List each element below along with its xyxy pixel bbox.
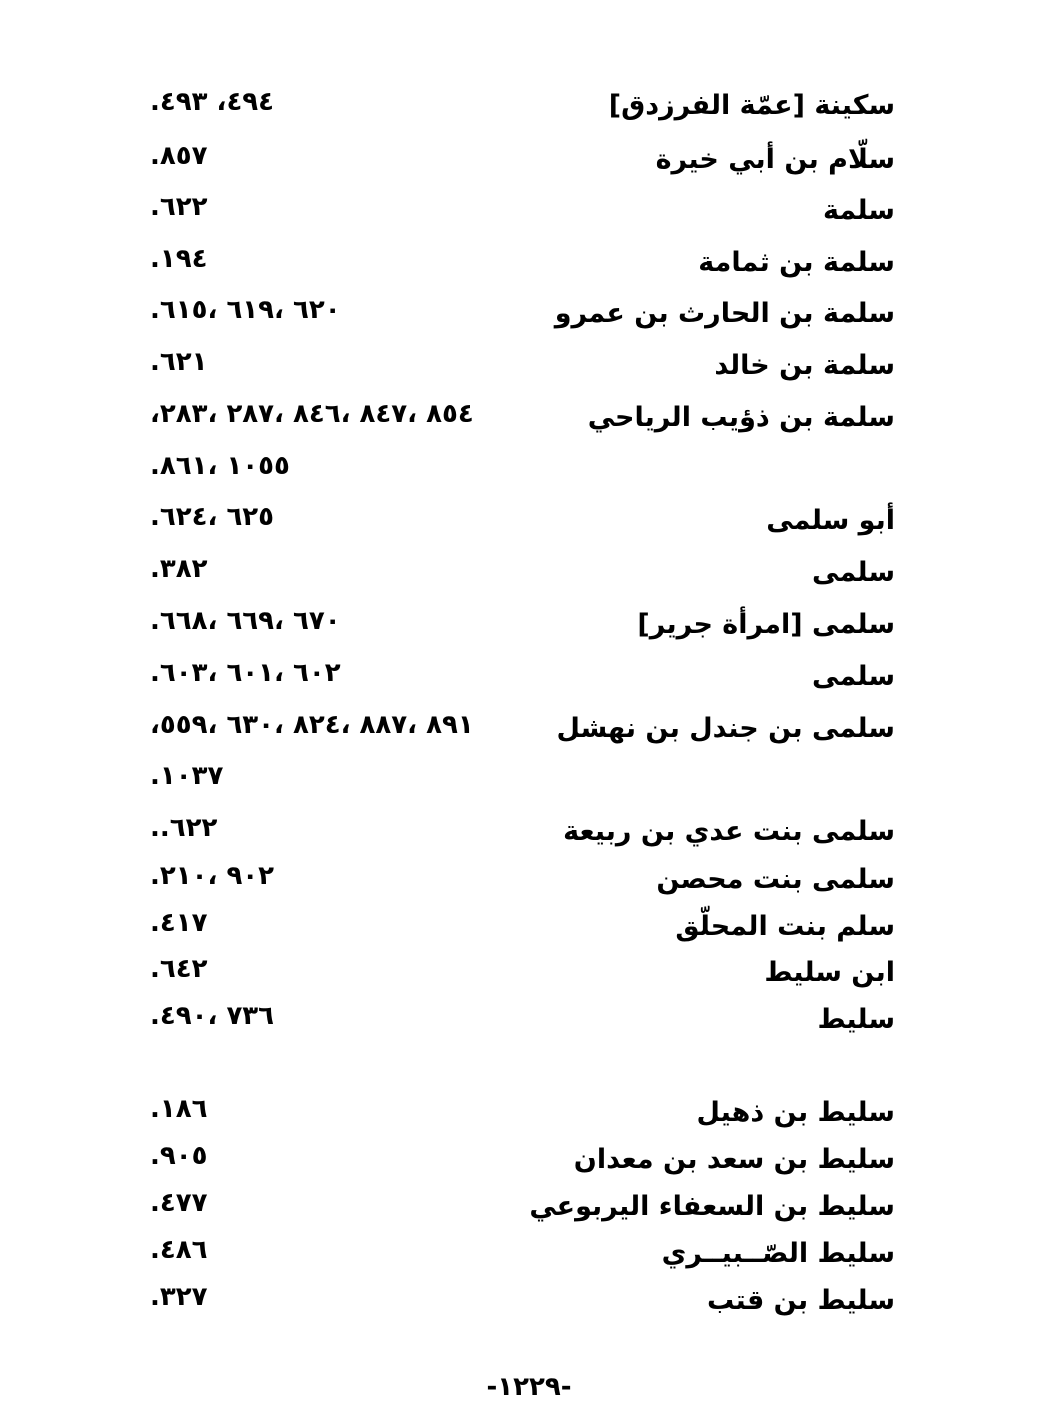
index-entry bbox=[150, 996, 895, 1044]
entry-pages: .١٠٣٧ bbox=[150, 761, 224, 791]
index-entry bbox=[150, 82, 895, 130]
index-entry bbox=[150, 705, 895, 753]
entry-name: أبو سلمى bbox=[766, 505, 895, 536]
entry-pages: .٣٨٢ bbox=[150, 554, 208, 584]
index-entry bbox=[150, 949, 895, 997]
entry-name: سلمة بن الحارث بن عمرو bbox=[554, 298, 895, 329]
entry-name: سلمة بن ذؤيب الرياحي bbox=[587, 402, 895, 433]
entry-pages: ،٨٩١ ،٨٨٧ ،٨٢٤ ،٦٣٠ ،٥٥٩ bbox=[150, 710, 474, 740]
index-entry bbox=[150, 497, 895, 545]
entry-name: سلمى bbox=[812, 661, 895, 692]
entry-name: سكينة [عمّة الفرزدق] bbox=[608, 90, 895, 121]
index-entry bbox=[150, 808, 895, 856]
entry-pages: ..٦٢٢ bbox=[150, 813, 218, 843]
entry-name: سلمة بن ثمامة bbox=[698, 247, 895, 278]
entry-pages: .٩٠٢ ،٢١٠ bbox=[150, 861, 275, 891]
entry-pages: .٦٠٢ ،٦٠١ ،٦٠٣ bbox=[150, 658, 341, 688]
entry-name: سلمة bbox=[822, 195, 895, 226]
index-entry bbox=[150, 856, 895, 904]
entry-name: سليط الصّــبيــري bbox=[661, 1238, 895, 1269]
entry-pages: .٦٢٢ bbox=[150, 192, 208, 222]
entry-pages: .٩٠٥ bbox=[150, 1141, 208, 1171]
index-entry bbox=[150, 601, 895, 649]
index-entry bbox=[150, 1089, 895, 1137]
entry-name: سليط بن سعد بن معدان bbox=[573, 1144, 895, 1175]
entry-name: سلمى بن جندل بن نهشل bbox=[556, 713, 895, 744]
entry-pages: .٦٤٢ bbox=[150, 954, 208, 984]
entry-pages: .٨٥٧ bbox=[150, 141, 208, 171]
entry-name: سليط bbox=[817, 1004, 895, 1035]
index-entry bbox=[150, 342, 895, 390]
entry-pages: .١٨٦ bbox=[150, 1094, 208, 1124]
entry-pages: ،٨٥٤ ،٨٤٧ ،٨٤٦ ،٢٨٧ ،٢٨٣ bbox=[150, 399, 474, 429]
index-entry bbox=[150, 136, 895, 184]
entry-pages: .٦٢٥ ،٦٢٤ bbox=[150, 502, 275, 532]
index-entry bbox=[150, 1230, 895, 1278]
entry-pages: .٤٧٧ bbox=[150, 1188, 208, 1218]
entry-pages: .١٩٤ bbox=[150, 244, 208, 274]
entry-name: سلّام بن أبي خيرة bbox=[655, 144, 895, 175]
index-entry bbox=[150, 549, 895, 597]
index-entry bbox=[150, 239, 895, 287]
entry-name: سليط بن ذهيل bbox=[696, 1097, 895, 1128]
index-entry-continuation bbox=[150, 446, 895, 494]
index-entry bbox=[150, 903, 895, 951]
entry-pages: .٦٧٠ ،٦٦٩ ،٦٦٨ bbox=[150, 606, 341, 636]
entry-name: ابن سليط bbox=[764, 957, 895, 988]
entry-name: سليط بن قتب bbox=[706, 1285, 895, 1316]
entry-pages: .٤٩٤، ٤٩٣ bbox=[150, 87, 275, 117]
entry-name: سلمى [امرأة جرير] bbox=[637, 609, 895, 640]
index-entry bbox=[150, 394, 895, 442]
index-entry-continuation bbox=[150, 756, 895, 804]
page-number: -١٢٢٩- bbox=[486, 1372, 572, 1402]
entry-pages: .٦٢١ bbox=[150, 347, 208, 377]
entry-name: سلم بنت المحلّق bbox=[675, 911, 895, 942]
index-entry bbox=[150, 653, 895, 701]
entry-pages: .٤٨٦ bbox=[150, 1235, 208, 1265]
index-entry bbox=[150, 290, 895, 338]
index-entry bbox=[150, 187, 895, 235]
entry-name: سلمة بن خالد bbox=[714, 350, 895, 381]
entry-name: سليط بن السعفاء اليربوعي bbox=[529, 1191, 895, 1222]
index-entry bbox=[150, 1136, 895, 1184]
index-entry bbox=[150, 1277, 895, 1325]
entry-pages: .٤١٧ bbox=[150, 908, 208, 938]
index-entry bbox=[150, 1183, 895, 1231]
entry-pages: .٣٢٧ bbox=[150, 1282, 208, 1312]
entry-name: سلمى بنت عدي بن ربيعة bbox=[563, 816, 895, 847]
entry-pages: .٦٢٠ ،٦١٩ ،٦١٥ bbox=[150, 295, 341, 325]
entry-pages: .١٠٥٥ ،٨٦١ bbox=[150, 451, 290, 481]
entry-name: سلمى bbox=[812, 557, 895, 588]
entry-name: سلمى بنت محصن bbox=[656, 864, 895, 895]
entry-pages: .٧٣٦ ،٤٩٠ bbox=[150, 1001, 275, 1031]
